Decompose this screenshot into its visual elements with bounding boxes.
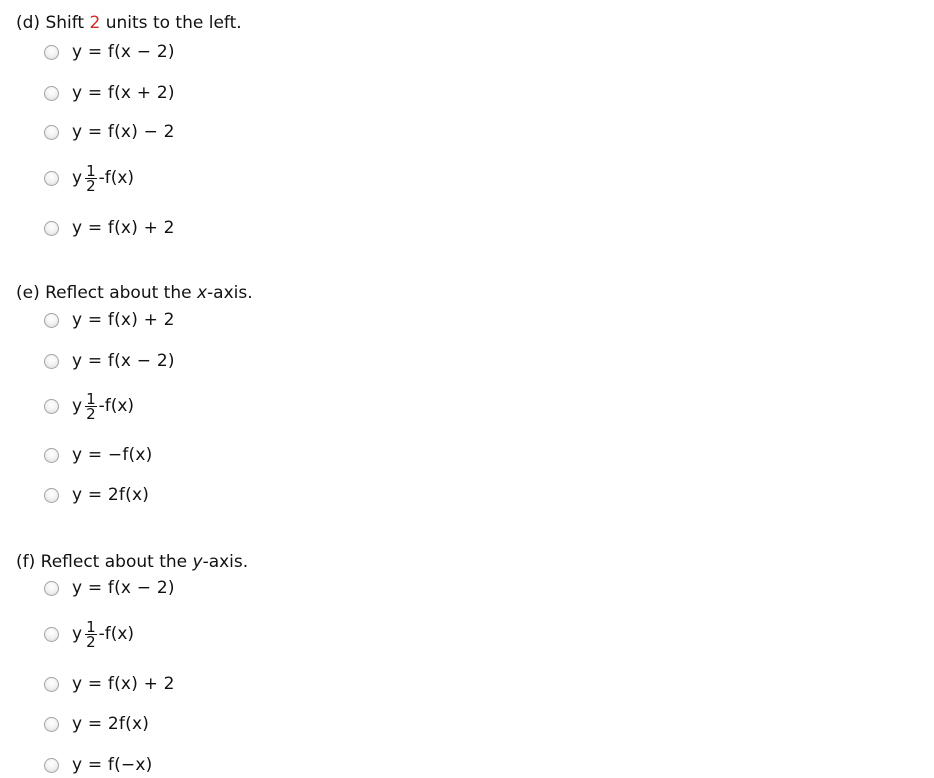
fraction bbox=[85, 389, 97, 423]
question-e-title-pre: (e) Reflect about the bbox=[16, 283, 197, 303]
option-label: y = f(x) + 2 bbox=[72, 218, 175, 238]
fraction-tail: -f(x) bbox=[98, 168, 135, 188]
question-e-title-variable: x bbox=[196, 283, 208, 303]
radio-button[interactable] bbox=[44, 758, 59, 773]
radio-button[interactable] bbox=[44, 677, 59, 692]
question-f-title-pre: (f) Reflect about the bbox=[16, 552, 193, 572]
option-label: y = f(x + 2) bbox=[72, 83, 175, 103]
radio-button[interactable] bbox=[44, 448, 59, 463]
question-e-option-4[interactable] bbox=[44, 444, 152, 466]
radio-button[interactable] bbox=[44, 581, 59, 596]
fraction-tail: -f(x) bbox=[98, 396, 135, 416]
fraction-prefix: y bbox=[72, 168, 83, 188]
question-e-option-2[interactable] bbox=[44, 350, 175, 372]
question-e-option-5[interactable] bbox=[44, 484, 149, 506]
radio-button[interactable] bbox=[44, 221, 59, 236]
option-label: y = f(x) + 2 bbox=[72, 310, 175, 330]
fraction-denominator: 2 bbox=[86, 404, 96, 423]
fraction-numerator: 1 bbox=[86, 161, 96, 180]
fraction-numerator: 1 bbox=[86, 617, 96, 636]
radio-button[interactable] bbox=[44, 627, 59, 642]
question-e-title-post: -axis. bbox=[207, 283, 253, 303]
radio-button[interactable] bbox=[44, 399, 59, 414]
fraction-prefix: y bbox=[72, 396, 83, 416]
option-label: y = −f(x) bbox=[72, 445, 153, 465]
question-d-option-1[interactable] bbox=[44, 41, 175, 63]
option-label: y = f(x − 2) bbox=[72, 42, 175, 62]
question-e-title bbox=[16, 283, 253, 303]
question-f-option-2[interactable] bbox=[44, 617, 135, 651]
radio-button[interactable] bbox=[44, 171, 59, 186]
question-f-title-variable: y bbox=[192, 552, 203, 572]
question-e-option-3[interactable] bbox=[44, 389, 135, 423]
option-label: y = f(x) + 2 bbox=[72, 674, 175, 694]
option-label-fraction bbox=[72, 389, 135, 423]
question-d-option-5[interactable] bbox=[44, 217, 175, 239]
fraction-prefix: y bbox=[72, 624, 83, 644]
radio-button[interactable] bbox=[44, 86, 59, 101]
question-f-option-5[interactable] bbox=[44, 754, 152, 776]
question-d-title-post: units to the left. bbox=[100, 13, 242, 33]
question-d-option-4[interactable] bbox=[44, 161, 135, 195]
option-label: y = f(x − 2) bbox=[72, 578, 175, 598]
fraction-denominator: 2 bbox=[86, 176, 96, 195]
radio-button[interactable] bbox=[44, 488, 59, 503]
option-label: y = f(x − 2) bbox=[72, 351, 175, 371]
option-label: y = 2f(x) bbox=[72, 485, 150, 505]
question-d-title bbox=[16, 13, 242, 33]
question-e-option-1[interactable] bbox=[44, 309, 175, 331]
question-d-option-2[interactable] bbox=[44, 82, 175, 104]
question-d-title-pre: (d) Shift bbox=[16, 13, 90, 33]
question-f-option-1[interactable] bbox=[44, 577, 175, 599]
option-label-fraction bbox=[72, 617, 135, 651]
option-label: y = f(−x) bbox=[72, 755, 153, 775]
option-label: y = 2f(x) bbox=[72, 714, 150, 734]
option-label-fraction bbox=[72, 161, 135, 195]
fraction-denominator: 2 bbox=[86, 632, 96, 651]
question-f-option-3[interactable] bbox=[44, 673, 175, 695]
question-d-title-highlight: 2 bbox=[89, 13, 101, 33]
radio-button[interactable] bbox=[44, 313, 59, 328]
fraction-numerator: 1 bbox=[86, 389, 96, 408]
radio-button[interactable] bbox=[44, 354, 59, 369]
question-f-option-4[interactable] bbox=[44, 713, 149, 735]
radio-button[interactable] bbox=[44, 125, 59, 140]
radio-button[interactable] bbox=[44, 717, 59, 732]
option-label: y = f(x) − 2 bbox=[72, 122, 175, 142]
question-d-option-3[interactable] bbox=[44, 121, 175, 143]
question-f-title bbox=[16, 552, 248, 572]
radio-button[interactable] bbox=[44, 45, 59, 60]
question-f-title-post: -axis. bbox=[202, 552, 249, 572]
fraction-tail: -f(x) bbox=[98, 624, 135, 644]
fraction bbox=[85, 617, 97, 651]
fraction bbox=[85, 161, 97, 195]
